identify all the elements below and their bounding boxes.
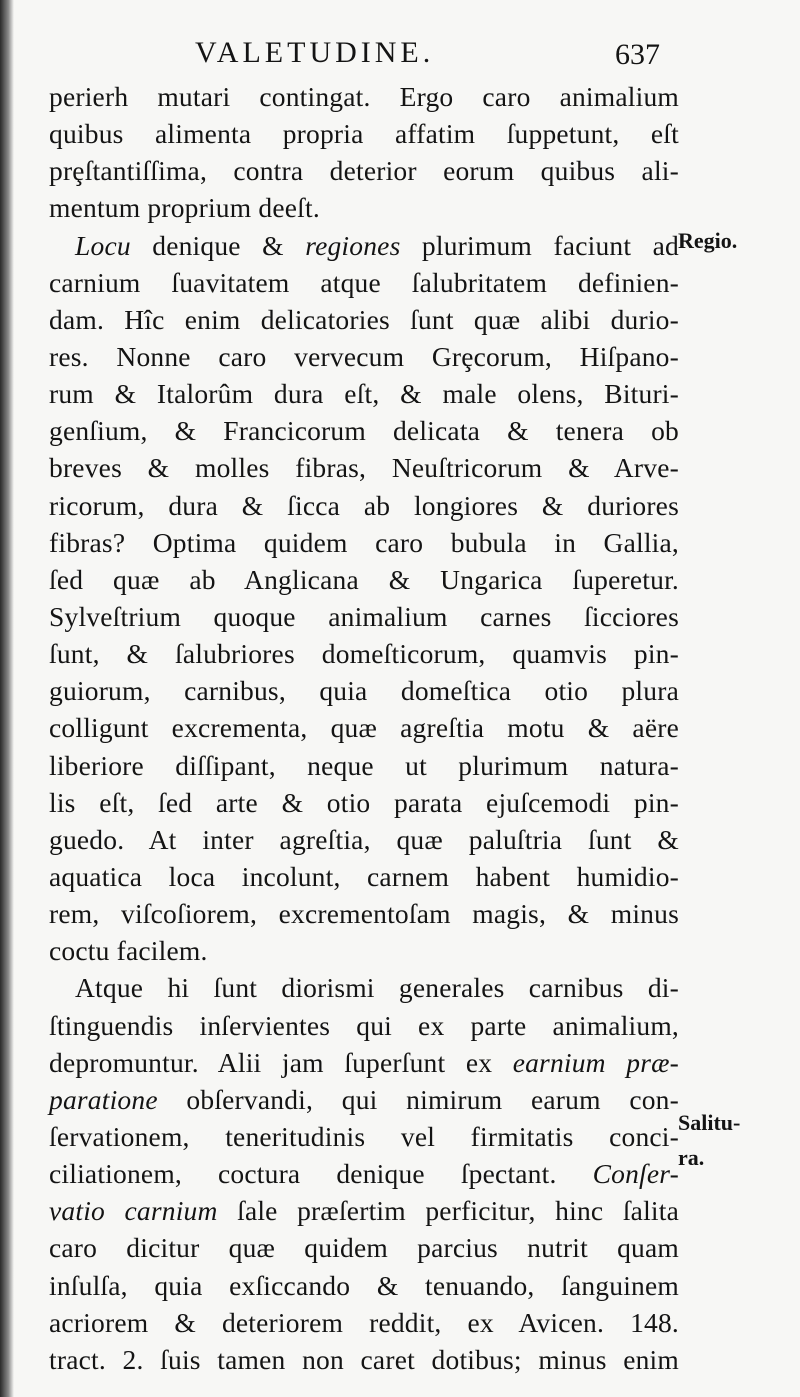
text-line: ſtinguendis inſervientes qui ex parte animalium,	[49, 1009, 679, 1041]
text-line	[49, 1192, 679, 1229]
text-line: breves & molles fibras, Neuſtricorum & Arve-	[49, 452, 679, 484]
text-line: mentum proprium deeſt.	[49, 192, 320, 224]
text-line: inſulſa, quia exſiccando & tenuando, ſanguinem	[49, 1269, 679, 1301]
italic-term: paratione	[49, 1083, 158, 1115]
text-run: depromuntur. Alii jam ſuperſunt ex	[49, 1046, 513, 1078]
text-line: genſium, & Francicorum delicata & tenera ob	[49, 415, 679, 447]
text-line: prȩſtantiſſima, contra deterior eorum quibus ali-	[49, 155, 679, 187]
text-run: obſervandi, qui nimirum earum con-	[157, 1083, 679, 1115]
text-line: aquatica loca incolunt, carnem habent humidio-	[49, 860, 679, 892]
text-line: perierh mutari contingat. Ergo caro animalium	[49, 81, 679, 112]
italic-term: vatio carnium	[49, 1195, 218, 1227]
text-line: ricorum, dura & ſicca ab longiores & duriores	[49, 489, 679, 521]
text-line: rem, viſcoſiorem, excrementoſam magis, & minus	[49, 898, 679, 930]
running-title: VALETUDINE.	[195, 36, 435, 69]
text-line: ſed quæ ab Anglicana & Ungarica ſuperetur.	[49, 563, 679, 595]
text-run: ciliationem, coctura denique ſpectant.	[49, 1158, 593, 1190]
margin-note-regio: Regio.	[678, 228, 738, 253]
margin-note-salitura: Salitu-	[678, 1110, 741, 1135]
text-line	[49, 227, 679, 264]
text-run: denique &	[130, 229, 306, 261]
text-line: guiorum, carnibus, quia domeſtica otio plura	[49, 675, 679, 707]
page-number: 637	[615, 38, 660, 71]
text-line: tract. 2. ſuis tamen non caret dotibus; minus enim	[49, 1343, 679, 1375]
text-run: ſale præſertim perficitur, hinc ſalita	[217, 1195, 679, 1227]
text-line: quibus alimenta propria affatim ſuppetunt, eſt	[49, 118, 679, 150]
text-line	[49, 1081, 679, 1118]
text-line: lis eſt, ſed arte & otio parata ejuſcemodi pin-	[49, 786, 679, 818]
text-line	[49, 1155, 679, 1192]
text-line: Sylveſtrium quoque animalium carnes ſicciores	[49, 600, 679, 632]
text-line: fibras? Optima quidem caro bubula in Gallia,	[49, 526, 679, 558]
text-line: Atque hi ſunt diorismi generales carnibus di-	[75, 972, 679, 1004]
body-text	[49, 78, 679, 1378]
text-line: colligunt excrementa, quæ agreſtia motu & aëre	[49, 712, 679, 744]
italic-term: earnium præ-	[512, 1046, 680, 1078]
text-run: plurimum faciunt ad	[400, 229, 679, 261]
text-line: ſervationem, teneritudinis vel firmitatis conci-	[49, 1120, 679, 1152]
text-line: guedo. At inter agreſtia, quæ paluſtria ſunt &	[49, 823, 679, 855]
text-line: ſunt, & ſalubriores domeſticorum, quamvis pin-	[49, 638, 679, 670]
text-line: acriorem & deteriorem reddit, ex Avicen. 148.	[49, 1306, 679, 1338]
italic-term: regiones	[305, 229, 401, 261]
text-line: coctu facilem.	[49, 935, 208, 967]
text-line: res. Nonne caro vervecum Grȩcorum, Hiſpano-	[49, 340, 679, 372]
text-line: carnium ſuavitatem atque ſalubritatem definien-	[49, 266, 679, 298]
text-line: dam. Hîc enim delicatories ſunt quæ alibi durio-	[49, 303, 679, 335]
text-line: rum & Italorûm dura eſt, & male olens, Bituri-	[49, 378, 679, 410]
italic-term: Locu	[75, 229, 131, 261]
text-line	[49, 1044, 679, 1081]
margin-note-salitura-cont: ra.	[678, 1145, 705, 1170]
text-line: liberiore diſſipant, neque ut plurimum natura-	[49, 749, 679, 781]
text-line: caro dicitur quæ quidem parcius nutrit quam	[49, 1232, 679, 1264]
italic-term: Conſer-	[592, 1158, 679, 1190]
